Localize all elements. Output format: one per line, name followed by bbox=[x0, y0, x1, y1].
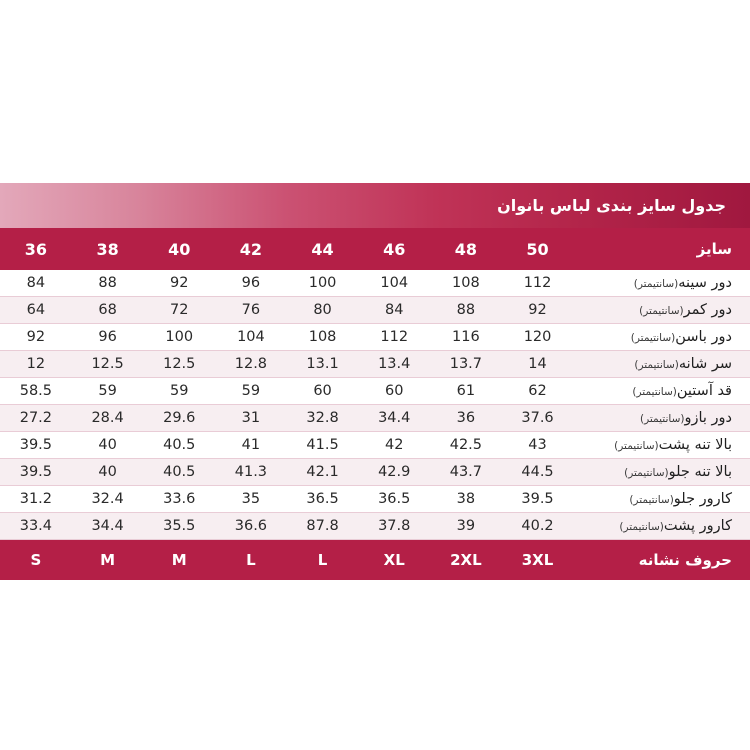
measure-cell: 116 bbox=[430, 324, 502, 351]
measure-cell: 96 bbox=[215, 270, 287, 297]
row-label: دور بازو(سانتیمتر) bbox=[573, 405, 750, 432]
table-row bbox=[0, 324, 750, 351]
measure-cell: 40 bbox=[72, 432, 144, 459]
measure-cell: 41.5 bbox=[287, 432, 359, 459]
row-unit: (سانتیمتر) bbox=[633, 278, 679, 290]
measure-cell: 84 bbox=[0, 270, 72, 297]
table-row bbox=[0, 486, 750, 513]
table-row bbox=[0, 270, 750, 297]
measure-cell: 59 bbox=[215, 378, 287, 405]
measure-cell: 33.6 bbox=[143, 486, 215, 513]
table-row bbox=[0, 378, 750, 405]
measure-cell: 60 bbox=[287, 378, 359, 405]
measure-cell: 36 bbox=[430, 405, 502, 432]
measure-cell: 100 bbox=[143, 324, 215, 351]
measure-cell: 42.9 bbox=[358, 459, 430, 486]
measure-cell: 112 bbox=[502, 270, 574, 297]
measure-cell: 36.5 bbox=[287, 486, 359, 513]
measure-cell: 92 bbox=[143, 270, 215, 297]
measure-cell: 33.4 bbox=[0, 513, 72, 540]
row-unit: (سانتیمتر) bbox=[632, 386, 677, 398]
measure-cell: 60 bbox=[358, 378, 430, 405]
measure-cell: 84 bbox=[358, 297, 430, 324]
row-unit: (سانتیمتر) bbox=[639, 305, 684, 317]
measure-cell: 36.5 bbox=[358, 486, 430, 513]
measure-cell: 32.8 bbox=[287, 405, 359, 432]
header-size-50: 50 bbox=[502, 228, 574, 270]
size-chart-table bbox=[0, 183, 750, 580]
measure-cell: 43 bbox=[502, 432, 574, 459]
measure-cell: 13.7 bbox=[430, 351, 502, 378]
measure-cell: 28.4 bbox=[72, 405, 144, 432]
measure-cell: 37.8 bbox=[358, 513, 430, 540]
letter-size-row bbox=[0, 540, 750, 581]
measure-cell: 35.5 bbox=[143, 513, 215, 540]
measure-cell: 92 bbox=[0, 324, 72, 351]
measure-cell: 100 bbox=[287, 270, 359, 297]
letter-size-cell: S bbox=[0, 540, 72, 581]
measure-cell: 39.5 bbox=[502, 486, 574, 513]
measure-cell: 40.5 bbox=[143, 459, 215, 486]
measure-cell: 104 bbox=[358, 270, 430, 297]
row-label: دور باسن(سانتیمتر) bbox=[573, 324, 750, 351]
measure-cell: 40.5 bbox=[143, 432, 215, 459]
measure-cell: 108 bbox=[430, 270, 502, 297]
letter-size-cell: 3XL bbox=[502, 540, 574, 581]
measure-cell: 12.5 bbox=[72, 351, 144, 378]
row-unit: (سانتیمتر) bbox=[619, 521, 664, 533]
table-row bbox=[0, 513, 750, 540]
measure-cell: 87.8 bbox=[287, 513, 359, 540]
measure-cell: 108 bbox=[287, 324, 359, 351]
measure-cell: 39.5 bbox=[0, 459, 72, 486]
measure-cell: 59 bbox=[143, 378, 215, 405]
measure-cell: 12.5 bbox=[143, 351, 215, 378]
header-size-40: 40 bbox=[143, 228, 215, 270]
chart-title-row bbox=[0, 183, 750, 228]
row-unit: (سانتیمتر) bbox=[634, 359, 679, 371]
measure-cell: 43.7 bbox=[430, 459, 502, 486]
row-unit: (سانتیمتر) bbox=[614, 440, 659, 452]
table-row bbox=[0, 351, 750, 378]
letter-size-cell: XL bbox=[358, 540, 430, 581]
measure-cell: 120 bbox=[502, 324, 574, 351]
measure-cell: 80 bbox=[287, 297, 359, 324]
table-row bbox=[0, 459, 750, 486]
header-size-44: 44 bbox=[287, 228, 359, 270]
measure-cell: 31.2 bbox=[0, 486, 72, 513]
size-header-row bbox=[0, 228, 750, 270]
measure-cell: 40 bbox=[72, 459, 144, 486]
measure-cell: 40.2 bbox=[502, 513, 574, 540]
header-label-cell: سایز bbox=[573, 228, 750, 270]
row-label: دور کمر(سانتیمتر) bbox=[573, 297, 750, 324]
header-size-42: 42 bbox=[215, 228, 287, 270]
row-unit: (سانتیمتر) bbox=[630, 332, 676, 344]
measure-cell: 44.5 bbox=[502, 459, 574, 486]
row-unit: (سانتیمتر) bbox=[624, 467, 669, 479]
measure-cell: 12 bbox=[0, 351, 72, 378]
measure-cell: 61 bbox=[430, 378, 502, 405]
header-size-48: 48 bbox=[430, 228, 502, 270]
measure-cell: 64 bbox=[0, 297, 72, 324]
header-size-36: 36 bbox=[0, 228, 72, 270]
measure-cell: 96 bbox=[72, 324, 144, 351]
row-label: کارور جلو(سانتیمتر) bbox=[573, 486, 750, 513]
measure-cell: 13.1 bbox=[287, 351, 359, 378]
letter-size-cell: M bbox=[72, 540, 144, 581]
measure-cell: 38 bbox=[430, 486, 502, 513]
measure-cell: 41 bbox=[215, 432, 287, 459]
row-label: دور سینه(سانتیمتر) bbox=[573, 270, 750, 297]
measure-cell: 31 bbox=[215, 405, 287, 432]
letter-size-cell: 2XL bbox=[430, 540, 502, 581]
row-unit: (سانتیمتر) bbox=[639, 413, 685, 425]
measure-cell: 41.3 bbox=[215, 459, 287, 486]
row-unit: (سانتیمتر) bbox=[629, 494, 674, 506]
measure-cell: 42.1 bbox=[287, 459, 359, 486]
measure-cell: 34.4 bbox=[72, 513, 144, 540]
page-title: جدول سایز بندی لباس بانوان bbox=[0, 183, 750, 228]
row-label: قد آستین(سانتیمتر) bbox=[573, 378, 750, 405]
row-label: بالا تنه پشت(سانتیمتر) bbox=[573, 432, 750, 459]
row-label: بالا تنه جلو(سانتیمتر) bbox=[573, 459, 750, 486]
measure-cell: 29.6 bbox=[143, 405, 215, 432]
row-label: کارور پشت(سانتیمتر) bbox=[573, 513, 750, 540]
measure-cell: 37.6 bbox=[502, 405, 574, 432]
row-label: سر شانه(سانتیمتر) bbox=[573, 351, 750, 378]
measure-cell: 27.2 bbox=[0, 405, 72, 432]
measure-cell: 88 bbox=[72, 270, 144, 297]
measure-cell: 88 bbox=[430, 297, 502, 324]
measure-cell: 42 bbox=[358, 432, 430, 459]
letter-size-cell: M bbox=[143, 540, 215, 581]
footer-label: حروف نشانه bbox=[573, 540, 750, 581]
size-chart-container bbox=[0, 183, 750, 580]
measure-cell: 13.4 bbox=[358, 351, 430, 378]
letter-size-cell: L bbox=[287, 540, 359, 581]
measure-cell: 12.8 bbox=[215, 351, 287, 378]
measure-cell: 68 bbox=[72, 297, 144, 324]
measure-cell: 39 bbox=[430, 513, 502, 540]
measure-cell: 104 bbox=[215, 324, 287, 351]
measure-cell: 32.4 bbox=[72, 486, 144, 513]
measure-cell: 112 bbox=[358, 324, 430, 351]
measure-cell: 72 bbox=[143, 297, 215, 324]
measure-cell: 34.4 bbox=[358, 405, 430, 432]
measure-cell: 35 bbox=[215, 486, 287, 513]
header-size-38: 38 bbox=[72, 228, 144, 270]
measure-cell: 92 bbox=[502, 297, 574, 324]
measure-cell: 58.5 bbox=[0, 378, 72, 405]
table-row bbox=[0, 297, 750, 324]
measure-cell: 14 bbox=[502, 351, 574, 378]
header-size-46: 46 bbox=[358, 228, 430, 270]
measure-cell: 76 bbox=[215, 297, 287, 324]
measure-cell: 42.5 bbox=[430, 432, 502, 459]
measure-cell: 59 bbox=[72, 378, 144, 405]
table-row bbox=[0, 405, 750, 432]
measure-cell: 39.5 bbox=[0, 432, 72, 459]
measure-cell: 36.6 bbox=[215, 513, 287, 540]
letter-size-cell: L bbox=[215, 540, 287, 581]
measure-cell: 62 bbox=[502, 378, 574, 405]
table-row bbox=[0, 432, 750, 459]
